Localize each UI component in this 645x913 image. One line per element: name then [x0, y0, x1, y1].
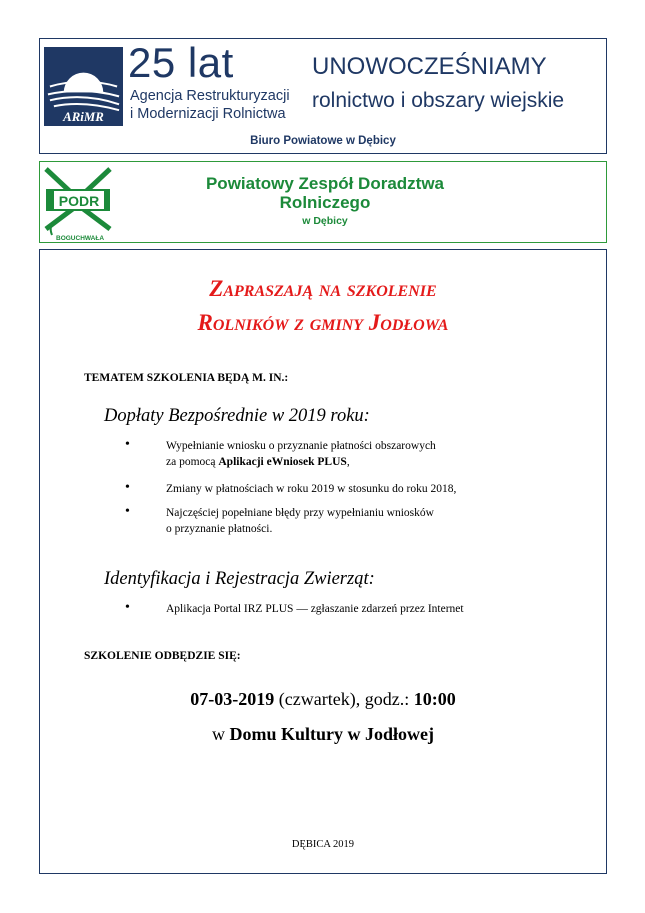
bullet-icon: • — [125, 600, 130, 615]
section-heading-payments: Dopłaty Bezpośrednie w 2019 roku: — [104, 406, 370, 426]
bullet-icon: • — [125, 504, 130, 519]
bullet-icon: • — [125, 437, 130, 452]
list-item — [166, 439, 436, 470]
agency-name-line2: i Modernizacji Rolnictwa — [130, 106, 286, 122]
list-item-line1: Aplikacja Portal IRZ PLUS — zgłaszanie zdarzeń przez Internet — [166, 603, 464, 615]
list-item-line2: o przyznanie płatności. — [166, 522, 273, 535]
podr-title-line1: Powiatowy Zespół Doradztwa — [205, 174, 445, 193]
podr-logo-text: PODR — [58, 193, 100, 209]
event-weekday: (czwartek), godz.: — [274, 689, 414, 709]
event-venue: Domu Kultury w Jodłowej — [229, 724, 434, 744]
event-datetime — [40, 689, 606, 710]
event-place: w Domu Kultury w Jodłowej — [211, 724, 434, 744]
invitation-title-line1: Zapraszają na szkolenie — [209, 276, 437, 301]
section-heading-animals: Identyfikacja i Rejestracja Zwierząt: — [104, 569, 375, 589]
podr-logo-subtext: BOGUCHWAŁA — [56, 235, 105, 241]
list-item-line1: Wypełnianie wniosku o przyznanie płatności obszarowych — [166, 440, 436, 452]
podr-subtitle: w Dębicy — [302, 215, 348, 227]
podr-title-line2: Rolniczego — [279, 193, 371, 212]
podr-title — [160, 174, 490, 212]
list-item — [166, 506, 434, 537]
list-item — [166, 602, 464, 618]
footer-location-year: DĘBICA 2019 — [291, 839, 355, 850]
podr-header — [39, 161, 607, 243]
event-date: 07-03-2019 — [190, 689, 275, 709]
topics-label: TEMATEM SZKOLENIA BĘDĄ M. IN.: — [84, 372, 289, 384]
list-item — [166, 482, 456, 498]
when-label: SZKOLENIE ODBĘDZIE SIĘ: — [84, 650, 241, 662]
slogan-line1: UNOWOCZEŚNIAMY — [312, 53, 547, 80]
podr-logo-icon — [42, 165, 116, 241]
slogan-line2: rolnictwo i obszary wiejskie — [312, 89, 565, 112]
invitation-title-line2: Rolników z gminy Jodłowa — [197, 310, 449, 335]
arimr-logo-icon — [44, 47, 123, 126]
list-item-line2: za pomocą Aplikacji eWniosek PLUS, — [166, 455, 350, 468]
list-item-line1: Najczęściej popełniane błędy przy wypełnianiu wniosków — [166, 507, 434, 519]
office-name: Biuro Powiatowe w Dębicy — [250, 135, 396, 147]
list-item-line1: Zmiany w płatnościach w roku 2019 w stosunku do roku 2018, — [166, 483, 457, 495]
agency-name-line1: Agencja Restrukturyzacji — [130, 88, 290, 104]
anniversary-label: 25 lat — [128, 39, 234, 86]
arimr-logo-text: ARiMR — [63, 110, 104, 125]
invitation-content — [39, 249, 607, 874]
arimr-header — [39, 38, 607, 154]
app-name: Aplikacji eWniosek PLUS — [218, 455, 347, 468]
event-time: 10:00 — [413, 689, 456, 709]
bullet-icon: • — [125, 480, 130, 495]
